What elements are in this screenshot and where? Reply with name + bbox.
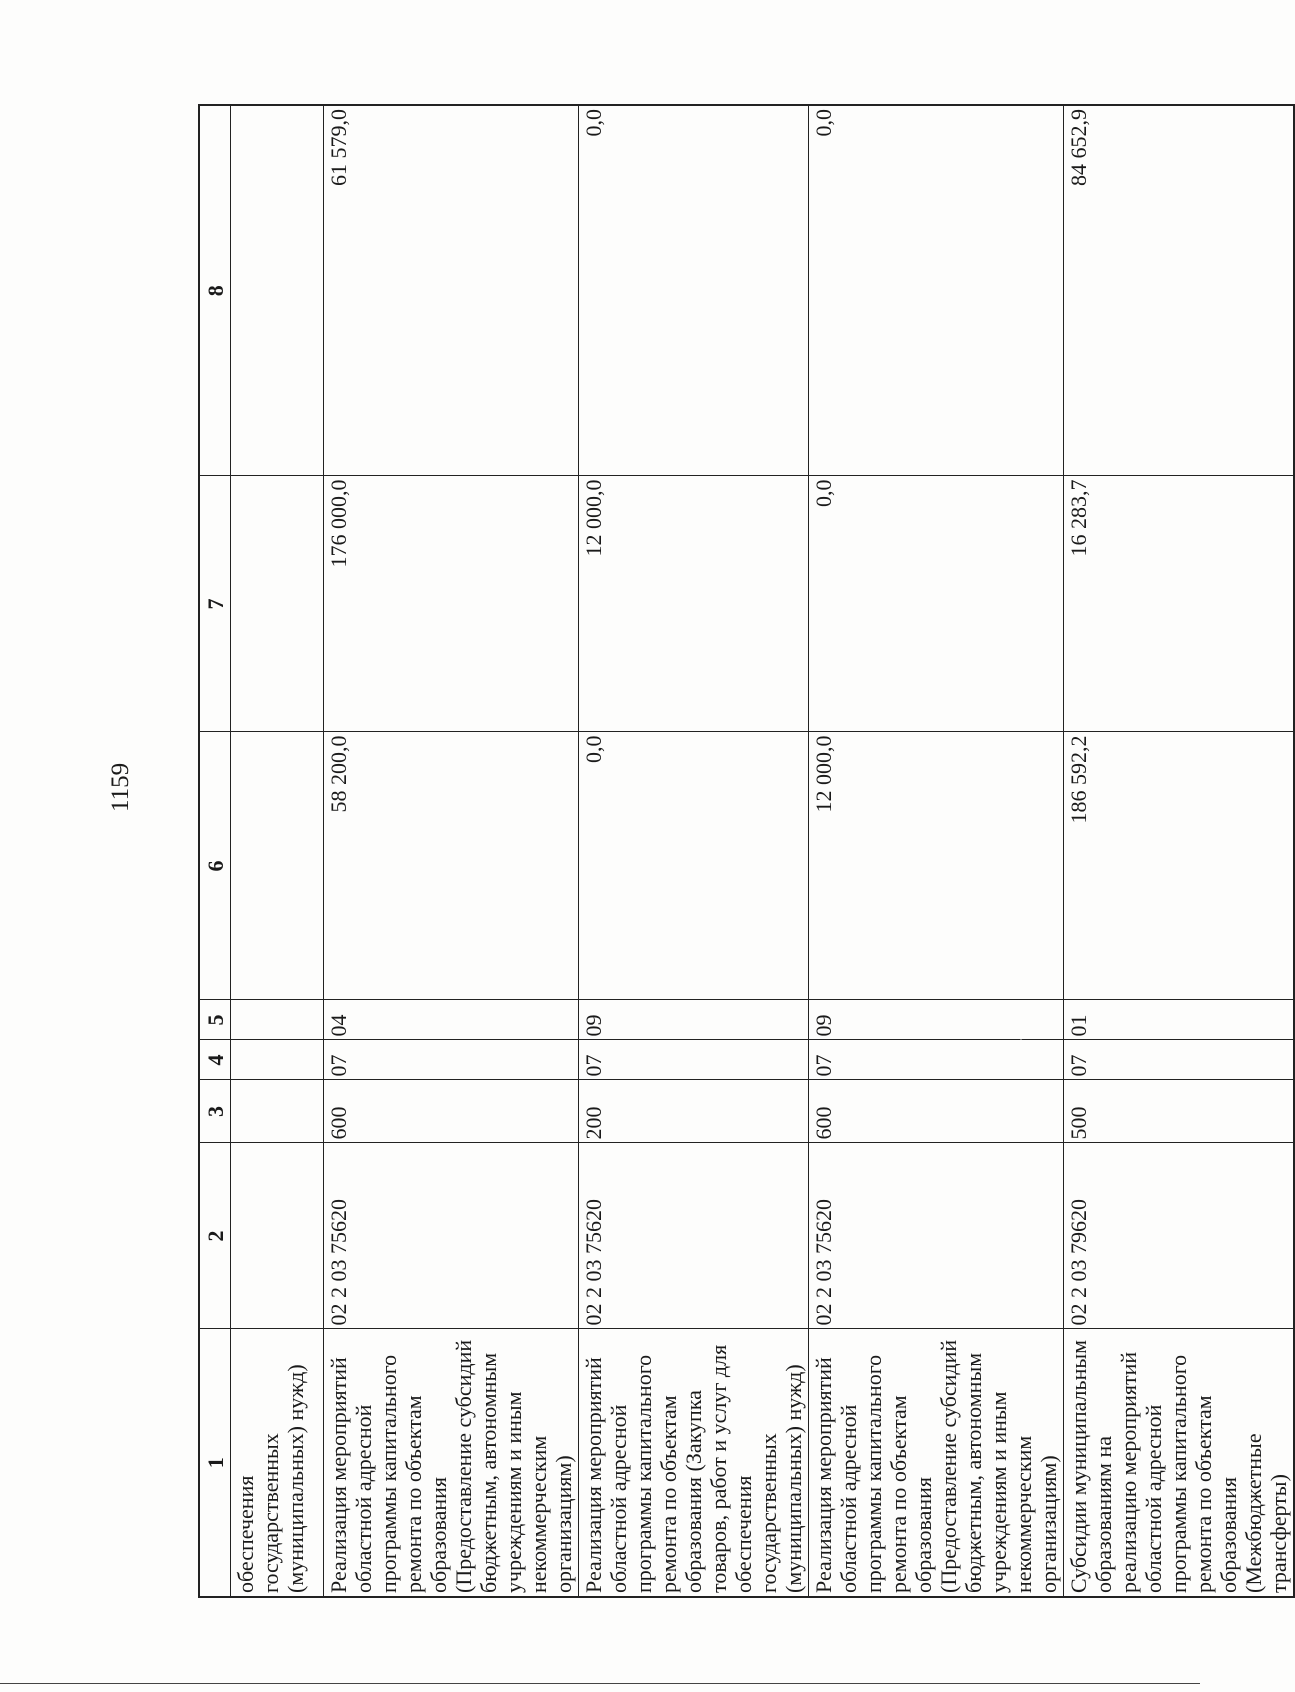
row-target-code: 02 2 03 75620	[579, 1143, 809, 1329]
row-expense-type: 500	[1064, 1080, 1295, 1143]
table-row	[231, 105, 324, 1597]
row-subsection	[231, 1000, 324, 1040]
row-value-col6: 58 200,0	[324, 732, 579, 1000]
column-header-8: 8	[199, 105, 231, 476]
row-section	[231, 1040, 324, 1080]
column-number-row	[199, 105, 231, 1597]
row-section: 07	[324, 1040, 579, 1080]
row-section: 07	[809, 1040, 1064, 1080]
column-header-5: 5	[199, 1000, 231, 1040]
row-value-col7	[231, 476, 324, 732]
row-value-col6	[231, 732, 324, 1000]
row-value-col7: 12 000,0	[579, 476, 809, 732]
row-description: Реализация мероприятий областной адресной программы капитального ремонта по объектам образования (Предоставление субсидий бюджетным, автономным учреждениям и иным некоммерческим организациям)	[324, 1329, 579, 1597]
row-description: Реализация мероприятий областной адресной программы капитального ремонта по объектам образования (Закупка товаров, работ и услуг для обеспечения государственных (муниципальных) нужд)	[579, 1329, 809, 1597]
budget-table	[198, 104, 1295, 1598]
row-value-col8: 0,0	[809, 105, 1064, 476]
row-target-code: 02 2 03 75620	[809, 1143, 1064, 1329]
table-row	[809, 105, 1064, 1597]
row-expense-type	[231, 1080, 324, 1143]
row-value-col6: 12 000,0	[809, 732, 1064, 1000]
row-description: обеспечения государственных (муниципальных) нужд)	[231, 1329, 324, 1597]
row-value-col6: 186 592,2	[1064, 732, 1295, 1000]
row-value-col8	[231, 105, 324, 476]
row-target-code	[231, 1143, 324, 1329]
column-header-6: 6	[199, 732, 231, 1000]
row-value-col7: 176 000,0	[324, 476, 579, 732]
table-row	[579, 105, 809, 1597]
row-value-col8: 84 652,9	[1064, 105, 1295, 476]
row-expense-type: 600	[809, 1080, 1064, 1143]
page-number: 1159	[107, 762, 134, 812]
budget-table-rotated	[198, 106, 1291, 1598]
row-subsection: 09	[809, 1000, 1064, 1040]
row-description: Реализация мероприятий областной адресной программы капитального ремонта по объектам образования (Предоставление субсидий бюджетным, автономным учреждениям и иным некоммерческим организациям)	[809, 1329, 1064, 1597]
column-header-2: 2	[199, 1143, 231, 1329]
row-value-col7: 0,0	[809, 476, 1064, 732]
row-subsection: 01	[1064, 1000, 1295, 1040]
row-value-col8: 61 579,0	[324, 105, 579, 476]
row-value-col6: 0,0	[579, 732, 809, 1000]
column-header-3: 3	[199, 1080, 231, 1143]
scan-edge-line	[0, 1683, 1200, 1684]
row-expense-type: 600	[324, 1080, 579, 1143]
row-section: 07	[579, 1040, 809, 1080]
column-header-1: 1	[199, 1329, 231, 1597]
row-value-col7: 16 283,7	[1064, 476, 1295, 732]
scan-speck	[1020, 1039, 1022, 1040]
table-row	[1064, 105, 1295, 1597]
row-subsection: 04	[324, 1000, 579, 1040]
row-subsection: 09	[579, 1000, 809, 1040]
row-target-code: 02 2 03 79620	[1064, 1143, 1295, 1329]
row-expense-type: 200	[579, 1080, 809, 1143]
row-value-col8: 0,0	[579, 105, 809, 476]
row-section: 07	[1064, 1040, 1295, 1080]
column-header-4: 4	[199, 1040, 231, 1080]
table-row	[324, 105, 579, 1597]
row-description: Субсидии муниципальным образованиям на реализацию мероприятий областной адресной программы капитального ремонта по объектам образования (Межбюджетные трансферты)	[1064, 1329, 1295, 1597]
column-header-7: 7	[199, 476, 231, 732]
row-target-code: 02 2 03 75620	[324, 1143, 579, 1329]
